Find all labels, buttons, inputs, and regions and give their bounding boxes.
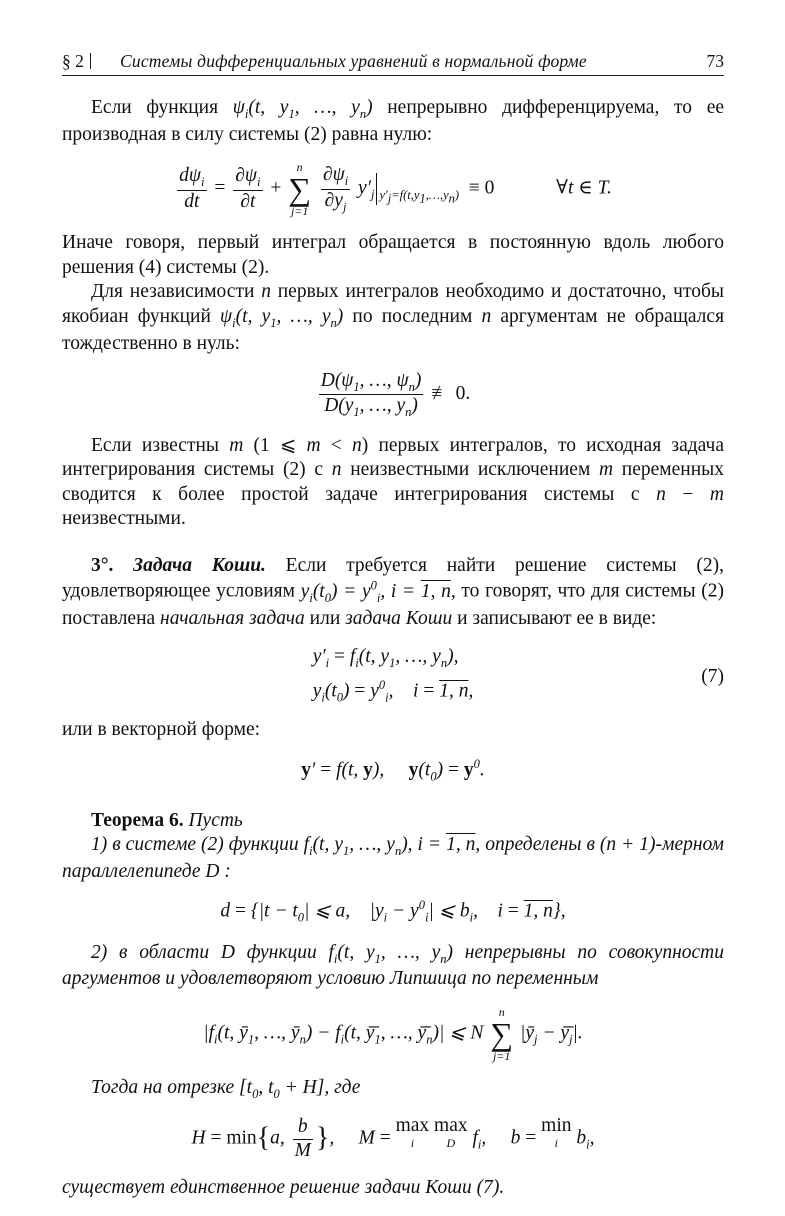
theorem-then: Тогда на отрезке [$t_0$, $t_0 + H$], где [91, 1076, 361, 1101]
page [62, 50, 724, 1201]
section-marker: § 2 [62, 50, 104, 72]
equation-lipschitz: $|f_i(t$, $ȳ_1$, …, $ȳ_n) - f_i(t$, $ȳ̄_1$, …, $ȳ̄_n)|$ ⩽ N n ∑ j=1 $|ȳ_j$ − $ȳ̄_j|$. [203, 1004, 583, 1063]
equation-jacobian: $\frac{D(\psi_1, \dots, \psi_n)}{D(y_1, \dots, y_n)}$ ≢ 0. [320, 370, 471, 420]
theorem-conclusion: существует единственное решение задачи Коши (7). [62, 1177, 505, 1199]
paragraph-known-integrals: Если известны m (1 ⩽ m < n) первых интегралов, то исходная задача интегрирования системы (2) с n неизвестными исключением m переменных сводится к более простой задаче интегрирования системы с n − m неизвестными. [62, 434, 725, 530]
equation-total-derivative: $\frac{d\psi_i}{dt}$ = $\frac{\partial\psi_i}{\partial t}$ + n ∑ j=1 $\frac{\partial\psi_i}{\partial y_j}$ $y'_j$ $_{y'_j=f(t,y_1,\dots,y_n)}$ ≡ 0 ∀t ∈ T. [179, 160, 612, 219]
equation-vector-form: y′ = f(t, y), $y(t_0) = y^0$. [301, 756, 485, 783]
paragraph-first-integral: Иначе говоря, первый интеграл обращается в постоянную вдоль любого решения (4) системы (2). [62, 232, 724, 278]
page-number: 73 [706, 51, 724, 71]
running-title: Системы дифференциальных уравнений в нормальной форме [120, 51, 587, 71]
equation-cauchy-system: $y'_i = f_i(t$, $y_1$, …, $y_n$), $y_i(t_0) = y^0_i$, i = 1, n, (7) [312, 646, 724, 705]
theorem-condition-2: 2) в области D функции $f_i(t$, $y_1$, …, $y_n$) непрерывны по совокупности аргументов и удовлетворяют условию Липшица по переменным [62, 941, 724, 990]
theorem-condition-1: 1) в системе (2) функции $f_i(t$, $y_1$, …, $y_n$), i = 1, n, определены в (n + 1)-мерном параллелепипеде D : [62, 834, 724, 882]
running-header [62, 50, 724, 76]
paragraph-vector-form: или в векторной форме: [62, 718, 261, 740]
paragraph-derivative: Если функция $\psi_i(t$, $y_1$, …, $y_n$) непрерывно дифференцируема, то ее производная в силу системы (2) равна нулю: [62, 97, 725, 145]
section-title: Задача Коши. [133, 554, 266, 576]
theorem-heading: Теорема 6. Пусть [91, 809, 243, 831]
equation-number: (7) [701, 666, 724, 688]
paragraph-cauchy-problem: 3°. Задача Коши. Если требуется найти решение системы (2), удовлетворяющее условиям $y_i(t_0) = y^0_i$, i = 1, n, то говорят, что для системы (2) поставлена начальная задача или задача Коши и записывают ее в виде: [62, 554, 725, 629]
equation-interval-length: H = min{a, $\frac{b}{M}$ }, M = max i max D $f_i$, b = min i $b_i$, [191, 1115, 595, 1161]
equation-parallelepiped: $d = \{|t - t_0|$ ⩽ a, $|y_i - y^0_i|$ ⩽ $b_i$, i = 1, n}, [220, 898, 566, 925]
paragraph-independence: Для независимости n первых интегралов необходимо и достаточно, чтобы якобиан функций $\psi_i(t$, $y_1$, …, $y_n$) по последним n аргументам не обращался тождественно в нуль: [62, 281, 725, 354]
